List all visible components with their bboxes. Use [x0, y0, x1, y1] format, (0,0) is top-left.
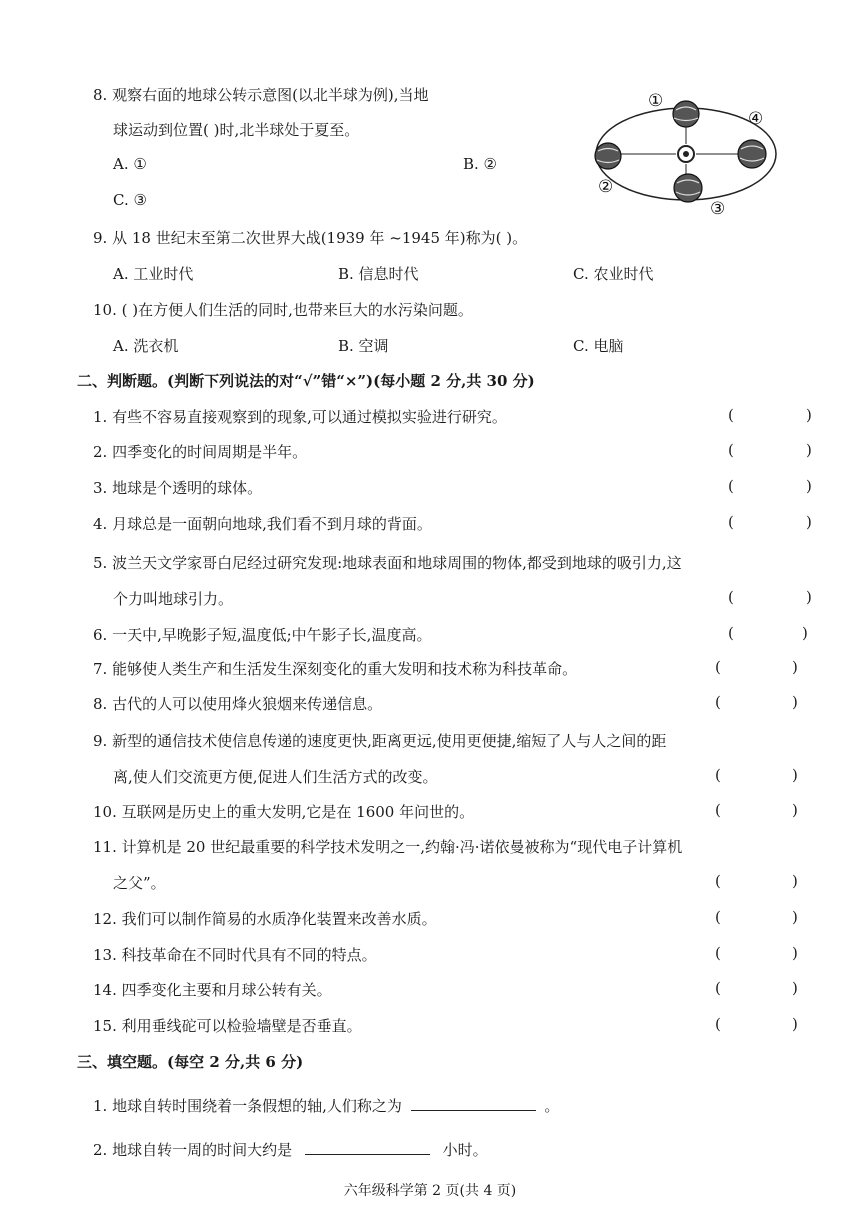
answer-paren-open: (: [715, 693, 721, 711]
answer-paren-close: ): [792, 908, 798, 926]
answer-paren-open: (: [715, 766, 721, 784]
q8-line1: 8. 观察右面的地球公转示意图(以北半球为例),当地: [93, 86, 429, 104]
judge-item-7: 7. 能够使人类生产和生活发生深刻变化的重大发明和技术称为科技革命。: [93, 660, 578, 678]
q8-option-b: B. ②: [463, 155, 498, 173]
judge-item-9: 9. 新型的通信技术使信息传递的速度更快,距离更远,使用更便捷,缩短了人与人之间的距: [93, 732, 667, 750]
judge-item-12: 12. 我们可以制作简易的水质净化装置来改善水质。: [93, 910, 437, 928]
answer-paren-close: ): [792, 1015, 798, 1033]
q8-option-c: C. ③: [113, 191, 147, 209]
fill-item-2: [93, 1139, 488, 1160]
fill-item-1-end: 。: [544, 1097, 560, 1115]
answer-paren-open: (: [728, 441, 734, 459]
fill-item-2-end: 小时。: [442, 1141, 488, 1159]
answer-paren-close: ): [792, 766, 798, 784]
answer-paren-close: ): [792, 979, 798, 997]
judge-item-1: 1. 有些不容易直接观察到的现象,可以通过模拟实验进行研究。: [93, 408, 507, 426]
answer-paren-open: (: [715, 801, 721, 819]
q9-option-a: A. 工业时代: [113, 265, 194, 283]
answer-paren-open: (: [715, 1015, 721, 1033]
q8-line2: 球运动到位置( )时,北半球处于夏至。: [113, 121, 360, 139]
answer-paren-close: ): [806, 477, 812, 495]
judge-item-6: 6. 一天中,早晚影子短,温度低;中午影子长,温度高。: [93, 626, 432, 644]
q9-text: 9. 从 18 世纪末至第二次世界大战(1939 年 ~1945 年)称为( )。: [93, 229, 528, 247]
answer-paren-close: ): [806, 513, 812, 531]
answer-paren-close: ): [792, 658, 798, 676]
answer-paren-close: ): [806, 441, 812, 459]
answer-paren-open: (: [728, 406, 734, 424]
q10-text: 10. ( )在方便人们生活的同时,也带来巨大的水污染问题。: [93, 301, 473, 319]
judge-item-13: 13. 科技革命在不同时代具有不同的特点。: [93, 946, 377, 964]
answer-paren-open: (: [728, 624, 734, 642]
q10-option-a: A. 洗衣机: [113, 337, 179, 355]
judge-item-3: 3. 地球是个透明的球体。: [93, 479, 263, 497]
answer-paren-close: ): [792, 944, 798, 962]
earth-position-3: [674, 174, 702, 202]
earth-position-4: [738, 140, 766, 168]
answer-paren-open: (: [715, 658, 721, 676]
fill-item-1-text: 1. 地球自转时围绕着一条假想的轴,人们称之为: [93, 1097, 402, 1115]
answer-blank[interactable]: [411, 1096, 536, 1111]
judge-item-5-cont: 个力叫地球引力。: [113, 590, 234, 608]
fill-item-2-text: 2. 地球自转一周的时间大约是: [93, 1141, 293, 1159]
earth-position-2: [595, 143, 621, 169]
page-footer: 六年级科学第 2 页(共 4 页): [343, 1183, 517, 1199]
q9-option-c: C. 农业时代: [573, 265, 654, 283]
answer-paren-close: ): [806, 588, 812, 606]
answer-paren-open: (: [728, 477, 734, 495]
answer-paren-open: (: [715, 908, 721, 926]
label-1: ①: [648, 91, 664, 111]
answer-paren-open: (: [728, 513, 734, 531]
answer-paren-open: (: [715, 872, 721, 890]
label-4: ④: [748, 109, 764, 129]
answer-paren-close: ): [792, 801, 798, 819]
judge-item-11-cont: 之父”。: [113, 874, 166, 892]
answer-blank[interactable]: [305, 1140, 430, 1155]
section2-title: 二、判断题。(判断下列说法的对“√”错“×”)(每小题 2 分,共 30 分): [77, 372, 535, 390]
answer-paren-open: (: [715, 979, 721, 997]
judge-item-2: 2. 四季变化的时间周期是半年。: [93, 443, 308, 461]
q9-option-b: B. 信息时代: [338, 265, 419, 283]
judge-item-4: 4. 月球总是一面朝向地球,我们看不到月球的背面。: [93, 515, 432, 533]
answer-paren-open: (: [728, 588, 734, 606]
answer-paren-open: (: [715, 944, 721, 962]
judge-item-14: 14. 四季变化主要和月球公转有关。: [93, 981, 332, 999]
judge-item-8: 8. 古代的人可以使用烽火狼烟来传递信息。: [93, 695, 383, 713]
earth-position-1: [673, 101, 699, 127]
judge-item-11: 11. 计算机是 20 世纪最重要的科学技术发明之一,约翰·冯·诺依曼被称为“现代电子计算机: [93, 838, 683, 856]
judge-item-5: 5. 波兰天文学家哥白尼经过研究发现:地球表面和地球周围的物体,都受到地球的吸引力,这: [93, 554, 682, 572]
q8-option-a: A. ①: [113, 155, 147, 173]
q10-option-b: B. 空调: [338, 337, 389, 355]
section3-title: 三、填空题。(每空 2 分,共 6 分): [77, 1053, 304, 1071]
answer-paren-close: ): [802, 624, 808, 642]
label-3: ③: [710, 199, 726, 218]
judge-item-10: 10. 互联网是历史上的重大发明,它是在 1600 年问世的。: [93, 803, 475, 821]
judge-item-9-cont: 离,使人们交流更方便,促进人们生活方式的改变。: [113, 768, 438, 786]
label-2: ②: [598, 177, 614, 197]
answer-paren-close: ): [792, 872, 798, 890]
answer-paren-close: ): [806, 406, 812, 424]
answer-paren-close: ): [792, 693, 798, 711]
fill-item-1: [93, 1095, 559, 1116]
q10-option-c: C. 电脑: [573, 337, 624, 355]
judge-item-15: 15. 利用垂线砣可以检验墙壁是否垂直。: [93, 1017, 362, 1035]
earth-orbit-diagram: [590, 88, 790, 218]
